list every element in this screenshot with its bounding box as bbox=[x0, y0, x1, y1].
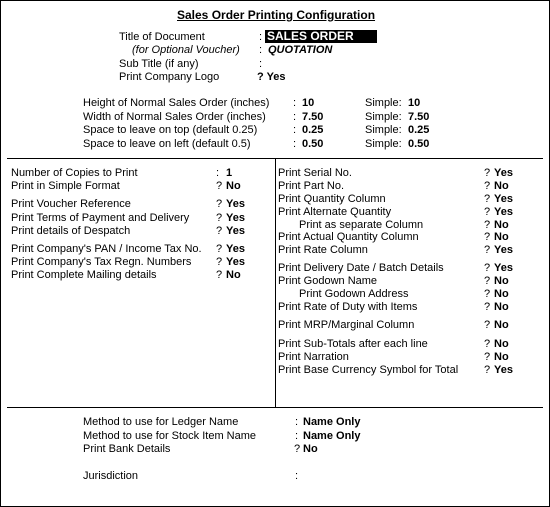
option-label: Print Delivery Date / Batch Details bbox=[278, 262, 444, 274]
dimension-field[interactable]: 0.25 bbox=[302, 124, 324, 136]
option-label: Print Godown Name bbox=[278, 275, 378, 287]
option-separator: ? bbox=[216, 269, 223, 281]
option-label: Print Rate of Duty with Items bbox=[278, 301, 418, 313]
dimension-label: Height of Normal Sales Order (inches) bbox=[83, 97, 270, 109]
bank-details-field[interactable]: No bbox=[303, 443, 318, 455]
option-separator: ? bbox=[484, 180, 491, 192]
option-separator: ? bbox=[484, 319, 491, 331]
ledger-name-label: Method to use for Ledger Name bbox=[83, 416, 239, 428]
divider bbox=[7, 407, 543, 408]
option-separator: ? bbox=[484, 231, 491, 243]
option-value[interactable]: Yes bbox=[494, 206, 513, 218]
dimension-label: Width of Normal Sales Order (inches) bbox=[83, 111, 266, 123]
option-label: Print Quantity Column bbox=[278, 193, 386, 205]
option-label: Print in Simple Format bbox=[11, 180, 120, 192]
option-label: Print Narration bbox=[278, 351, 349, 363]
colon: : bbox=[295, 430, 299, 442]
option-label: Print Sub-Totals after each line bbox=[278, 338, 428, 350]
colon: : bbox=[293, 138, 297, 150]
print-logo-label: Print Company Logo bbox=[119, 71, 220, 83]
simple-field[interactable]: 7.50 bbox=[408, 111, 430, 123]
option-label: Print Company's Tax Regn. Numbers bbox=[11, 256, 192, 268]
option-value[interactable]: No bbox=[494, 301, 509, 313]
simple-label: Simple: bbox=[365, 97, 402, 109]
option-label: Print Godown Address bbox=[299, 288, 409, 300]
option-separator: ? bbox=[484, 262, 491, 274]
option-value[interactable]: No bbox=[494, 338, 509, 350]
option-separator: ? bbox=[216, 243, 223, 255]
option-value[interactable]: No bbox=[494, 180, 509, 192]
option-separator: ? bbox=[484, 364, 491, 376]
option-separator: ? bbox=[216, 198, 223, 210]
simple-field[interactable]: 10 bbox=[408, 97, 421, 109]
option-separator: : bbox=[216, 167, 220, 179]
option-value[interactable]: Yes bbox=[226, 225, 245, 237]
option-separator: ? bbox=[216, 256, 223, 268]
colon: : bbox=[259, 31, 263, 43]
option-value[interactable]: Yes bbox=[226, 212, 245, 224]
page-title: Sales Order Printing Configuration bbox=[177, 8, 376, 22]
option-value[interactable]: 1 bbox=[226, 167, 233, 179]
option-label: Print Complete Mailing details bbox=[11, 269, 157, 281]
option-label: Print Alternate Quantity bbox=[278, 206, 392, 218]
option-value[interactable]: Yes bbox=[494, 364, 513, 376]
option-value[interactable]: No bbox=[226, 180, 241, 192]
column-divider bbox=[275, 159, 276, 407]
colon: : bbox=[293, 111, 297, 123]
bank-details-label: Print Bank Details bbox=[83, 443, 171, 455]
option-label: Print Base Currency Symbol for Total bbox=[278, 364, 459, 376]
option-value[interactable]: Yes bbox=[494, 167, 513, 179]
option-value[interactable]: No bbox=[494, 351, 509, 363]
option-label: Print Voucher Reference bbox=[11, 198, 131, 210]
option-separator: ? bbox=[484, 288, 491, 300]
simple-field[interactable]: 0.25 bbox=[408, 124, 430, 136]
simple-label: Simple: bbox=[365, 124, 402, 136]
option-separator: ? bbox=[484, 275, 491, 287]
question-mark: ? bbox=[294, 443, 301, 455]
option-value[interactable]: No bbox=[494, 288, 509, 300]
option-separator: ? bbox=[484, 244, 491, 256]
option-separator: ? bbox=[216, 212, 223, 224]
simple-field[interactable]: 0.50 bbox=[408, 138, 430, 150]
option-separator: ? bbox=[484, 193, 491, 205]
option-separator: ? bbox=[484, 338, 491, 350]
option-label: Number of Copies to Print bbox=[11, 167, 138, 179]
option-label: Print MRP/Marginal Column bbox=[278, 319, 415, 331]
option-value[interactable]: Yes bbox=[226, 243, 245, 255]
option-separator: ? bbox=[216, 225, 223, 237]
option-label: Print Company's PAN / Income Tax No. bbox=[11, 243, 202, 255]
optional-voucher-label: (for Optional Voucher) bbox=[132, 44, 240, 56]
option-value[interactable]: No bbox=[494, 275, 509, 287]
option-value[interactable]: No bbox=[494, 319, 509, 331]
option-separator: ? bbox=[484, 219, 491, 231]
title-of-document-label: Title of Document bbox=[119, 31, 205, 43]
option-label: Print details of Despatch bbox=[11, 225, 131, 237]
stock-item-name-field[interactable]: Name Only bbox=[303, 430, 361, 442]
option-value[interactable]: Yes bbox=[494, 244, 513, 256]
colon: : bbox=[293, 124, 297, 136]
option-label: Print as separate Column bbox=[299, 219, 424, 231]
option-value[interactable]: No bbox=[226, 269, 241, 281]
option-value[interactable]: No bbox=[494, 219, 509, 231]
option-separator: ? bbox=[484, 167, 491, 179]
colon: : bbox=[295, 416, 299, 428]
option-label: Print Part No. bbox=[278, 180, 345, 192]
option-label: Print Actual Quantity Column bbox=[278, 231, 419, 243]
dimension-label: Space to leave on left (default 0.5) bbox=[83, 138, 251, 150]
colon: : bbox=[293, 97, 297, 109]
colon: : bbox=[259, 58, 263, 70]
option-label: Print Terms of Payment and Delivery bbox=[11, 212, 190, 224]
option-label: Print Rate Column bbox=[278, 244, 368, 256]
option-value[interactable]: Yes bbox=[226, 256, 245, 268]
option-value[interactable]: Yes bbox=[494, 262, 513, 274]
dimension-label: Space to leave on top (default 0.25) bbox=[83, 124, 258, 136]
simple-label: Simple: bbox=[365, 138, 402, 150]
print-logo-field[interactable]: ? Yes bbox=[257, 71, 286, 83]
colon: : bbox=[259, 44, 263, 56]
optional-voucher-field[interactable]: QUOTATION bbox=[268, 44, 333, 56]
option-value[interactable]: No bbox=[494, 231, 509, 243]
title-of-document-field[interactable]: SALES ORDER bbox=[265, 30, 377, 43]
ledger-name-field[interactable]: Name Only bbox=[303, 416, 361, 428]
dimension-field[interactable]: 7.50 bbox=[302, 111, 324, 123]
stock-item-name-label: Method to use for Stock Item Name bbox=[83, 430, 257, 442]
jurisdiction-label: Jurisdiction bbox=[83, 470, 139, 482]
option-separator: ? bbox=[484, 206, 491, 218]
option-value[interactable]: Yes bbox=[226, 198, 245, 210]
dimension-field[interactable]: 0.50 bbox=[302, 138, 324, 150]
dimension-field[interactable]: 10 bbox=[302, 97, 315, 109]
option-separator: ? bbox=[216, 180, 223, 192]
simple-label: Simple: bbox=[365, 111, 402, 123]
option-separator: ? bbox=[484, 351, 491, 363]
option-value[interactable]: Yes bbox=[494, 193, 513, 205]
option-label: Print Serial No. bbox=[278, 167, 352, 179]
option-separator: ? bbox=[484, 301, 491, 313]
sub-title-label: Sub Title (if any) bbox=[119, 58, 199, 70]
colon: : bbox=[295, 470, 299, 482]
